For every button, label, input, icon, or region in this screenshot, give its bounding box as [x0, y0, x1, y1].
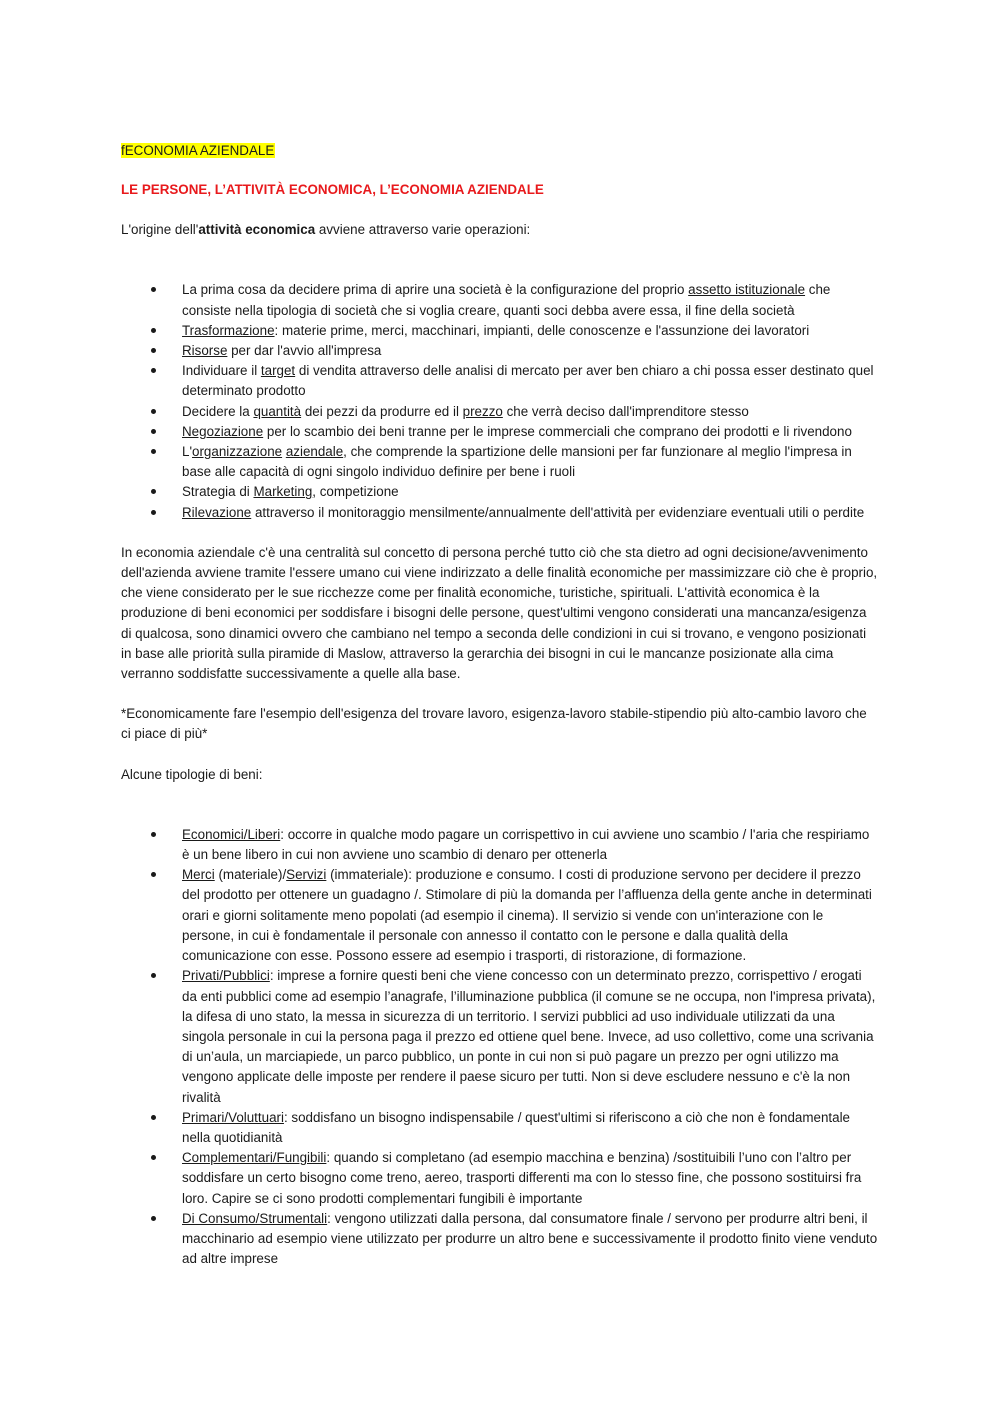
list-item [121, 825, 878, 865]
operations-list [121, 280, 878, 522]
item-text: (immateriale): produzione e consumo. I costi di produzione servono per decidere il prezzo del prodotto per ottenere un guadagno /. Stimolare di più la domanda per l’affluenza della gente anche in determinati orari e giorni solitamente meno popolati (ad esempio il cinema). Il servizio si vende con un'interazione con le persone, in cui è fondamentale il personale con annesso il contatto con le persone e dalla qualità della comunicazione con esse. Possono essere ad esempio i trasporti, di ristorazione, di formazione. [182, 867, 872, 964]
item-text: per lo scambio dei beni tranne per le imprese commerciali che comprano dei prodotti e li rivendono [263, 423, 852, 439]
goods-list [121, 825, 878, 1269]
list-item [121, 1148, 878, 1209]
item-term: Complementari/Fungibili [182, 1150, 327, 1166]
body-paragraph: In economia aziendale c'è una centralità sul concetto di persona perché tutto ciò che sta dietro ad ogni decisione/avvenimento dell'azienda avviene tramite l'essere umano cui viene indirizzato a delle finalità economiche per massimizzare ciò che è proprio, che viene considerato per le sue ricchezze come per finalità economiche, turistiche, spirituali. L'attività economica è la produzione di beni economici per soddisfare i bisogni delle persone, quest'ultimi vengono considerati una mancanza/esigenza di qualcosa, sono dinamici ovvero che cambiano nel tempo a seconda delle condizioni in cui si trovano, e vengono posizionati in base alle priorità sulla piramide di Maslow, attraverso la gerarchia dei bisogni in cui le mancanze posizionate alla cima verranno soddisfatte successivamente a quelle alla base. [121, 544, 878, 682]
spacer [121, 805, 878, 825]
item-term: Trasformazione [182, 322, 275, 338]
list-item [121, 422, 878, 442]
list-item [121, 280, 878, 320]
intro-bold: attività economica [198, 222, 316, 238]
item-text: : materie prime, merci, macchinari, impianti, delle conoscenze e l'assunzione dei lavoratori [274, 322, 810, 338]
item-text: La prima cosa da decidere prima di aprire una società è la configurazione del proprio [182, 282, 689, 298]
intro-paragraph [121, 220, 878, 240]
list-item [121, 1108, 878, 1148]
item-text: per dar l'avvio all'impresa [227, 343, 382, 359]
item-term: target [260, 363, 296, 379]
item-term: Servizi [286, 867, 327, 883]
item-text: di vendita attraverso delle analisi di mercato per aver ben chiaro a chi possa esser destinato quel determinato prodotto [182, 363, 874, 399]
item-text: attraverso il monitoraggio mensilmente/annualmente dell'attività per evidenziare eventuali utili o perdite [251, 504, 865, 520]
item-term: assetto istituzionale [688, 282, 806, 298]
item-text: che verrà deciso dall'imprenditore stesso [502, 403, 749, 419]
spacer [121, 260, 878, 280]
item-text: Strategia di [182, 484, 254, 500]
item-text: : soddisfano un bisogno indispensabile / quest'ultimi si riferiscono a ciò che non è fondamentale nella quotidianità [182, 1109, 851, 1145]
intro-post: avviene attraverso varie operazioni: [315, 222, 531, 238]
item-term: Primari/Voluttuari [182, 1109, 284, 1125]
goods-intro: Alcune tipologie di beni: [121, 766, 263, 782]
list-item [121, 503, 878, 523]
document-title: fECONOMIA AZIENDALE [121, 143, 275, 158]
item-term: Negoziazione [182, 423, 264, 439]
item-text: Decidere la [182, 403, 254, 419]
item-term: prezzo [462, 403, 503, 419]
item-text: dei pezzi da produrre ed il [301, 403, 463, 419]
item-term: Di Consumo/Strumentali [182, 1210, 328, 1226]
list-item [121, 1209, 878, 1270]
item-text: : vengono utilizzati dalla persona, dal consumatore finale / servono per produrre altri beni, il macchinario ad esempio viene utilizzato per produrre un altro bene e successivamente il prodotto finito viene venduto ad altre imprese [182, 1210, 878, 1267]
item-text: : imprese a fornire questi beni che viene concesso con un determinato prezzo, corrispettivo / erogati da enti pubblici come ad esempio l’anagrafe, l’illuminazione pubblica (il comune se ne occupa, non l'impresa privata), la difesa di uno stato, la messa in sicurezza di un territorio. I servizi pubblici ad uso individuale utilizzati da una singola personale in cui la persona paga il prezzo ed ottiene quel bene. Invece, ad uso collettivo, come una scrivania di un’aula, un marciapiede, un parco pubblico, un ponte in cui non si può pagare un prezzo per ogni utilizzo ma vengono applicate delle imposte per rendere il paese sicuro per tutti. Non si deve escludere nessuno e c'è la non rivalità [182, 968, 876, 1105]
intro-pre: L'origine dell' [121, 222, 199, 238]
list-item [121, 321, 878, 341]
list-item [121, 442, 878, 482]
list-item [121, 966, 878, 1107]
item-text: (materiale)/ [214, 867, 287, 883]
list-item [121, 402, 878, 422]
item-term: Economici/Liberi [182, 826, 281, 842]
section-heading: LE PERSONE, L’ATTIVITÀ ECONOMICA, L’ECONOMIA AZIENDALE [121, 182, 544, 197]
list-item [121, 361, 878, 401]
list-item [121, 482, 878, 502]
title-line [121, 141, 878, 161]
item-text: , competizione [312, 484, 399, 500]
item-term: Risorse [182, 343, 228, 359]
list-item [121, 341, 878, 361]
note-paragraph: *Economicamente fare l'esempio dell'esigenza del trovare lavoro, esigenza-lavoro stabile-stipendio più alto-cambio lavoro che ci piace di più* [121, 706, 867, 742]
item-text: : occorre in qualche modo pagare un corrispettivo in cui avviene uno scambio / l'aria che respiriamo è un bene libero in cui non avviene uno scambio di denaro per ottenerla [182, 826, 870, 863]
item-term: aziendale [285, 444, 344, 460]
item-text: L' [182, 444, 193, 460]
item-term: Marketing [253, 484, 313, 500]
item-term: Privati/Pubblici [182, 968, 270, 984]
item-text: , che comprende la spartizione delle mansioni per far funzionare al meglio l'impresa in base alle capacità di ogni singolo individuo definire per bene i ruoli [182, 444, 852, 480]
item-term: Merci [182, 867, 215, 883]
item-term: Rilevazione [182, 504, 252, 520]
document-body [121, 141, 878, 1289]
item-text: Individuare il [182, 363, 261, 379]
item-term: quantità [253, 403, 302, 419]
item-term: organizzazione [192, 444, 283, 460]
list-item [121, 865, 878, 966]
item-text: : quando si completano (ad esempio macchina e benzina) /sostituibili l’uno con l’altro per soddisfare un certo bisogno come treno, aereo, trasporti differenti ma con lo stesso fine, che possono sostituirsi fra loro. Capire se ci sono prodotti complementari fungibili è importante [182, 1150, 862, 1206]
item-text: che consiste nella tipologia di società che si voglia creare, quanti soci debba avere essa, il fine della società [182, 282, 831, 318]
